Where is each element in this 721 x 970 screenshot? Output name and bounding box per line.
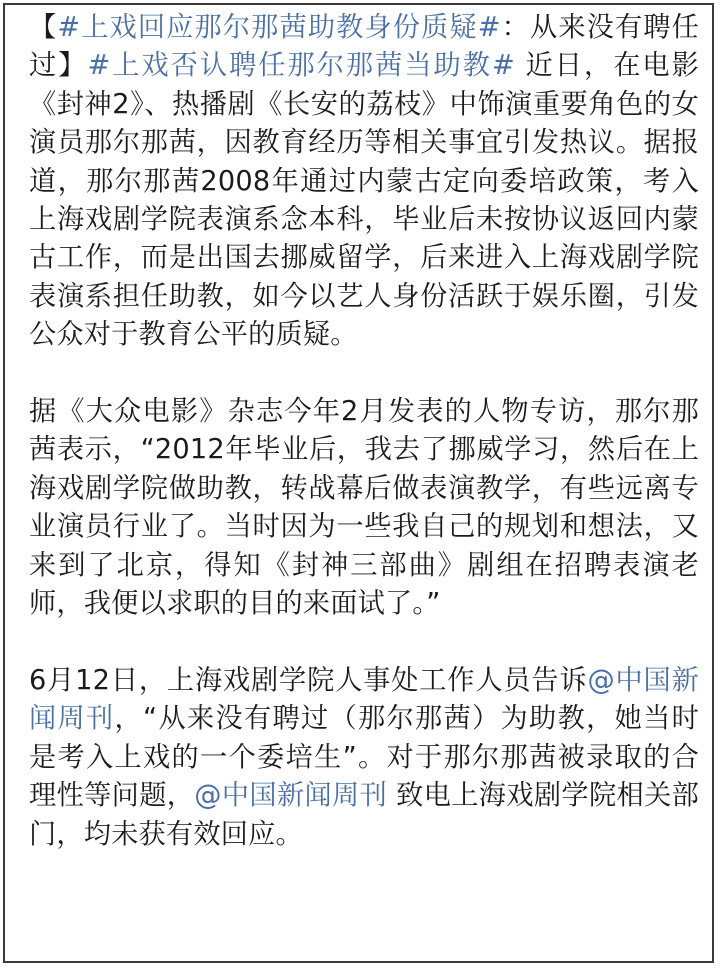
hashtag-link-1[interactable]: #上戏回应那尔那茜助教身份质疑# [57, 12, 501, 43]
mention-link-2[interactable]: @中国新闻周刊 [194, 780, 388, 812]
paragraph-1-text: 近日，在电影《封神2》、热播剧《长安的荔枝》中饰演重要角色的女演员那尔那茜，因教育经历等相关事宜引发热议。据报道，那尔那茜2008年通过内蒙古定向委培政策，考入上海戏剧学院表演系念本科，毕业后未按协议返回内蒙古工作，而是出国去挪威留学，后来进入上海戏剧学院表演系担任助教，如今以艺人身份活跃于娱乐圈，引发公众对于教育公平的质疑。 [29, 50, 700, 351]
paragraph-3-tail: 致电上海戏剧学院相关部门，均未获有效回应。 [29, 780, 700, 850]
headline-quote: ：从来没有聘任过 [29, 12, 700, 82]
paragraph-2-text: 据《大众电影》杂志今年2月发表的人物专访，那尔那茜表示，“2012年毕业后，我去了挪威学习，然后在上海戏剧学院做助教，转战幕后做表演教学，有些远离专业演员行业了。当时因为一些我自己的规划和想法，又来到了北京，得知《封神三部曲》剧组在招聘表演老师，我便以求职的目的来面试了。” [29, 396, 699, 620]
mention-link-1[interactable]: @中国新闻周刊 [29, 664, 699, 735]
article-body [29, 9, 699, 892]
paragraph-3 [29, 662, 699, 854]
paragraph-3-mid: ，“从来没有聘过（那尔那茜）为助教，她当时是考入上戏的一个委培生”。对于那尔那茜被录取的合理性等问题， [29, 703, 699, 812]
paragraph-2 [29, 393, 699, 623]
hashtag-link-2[interactable]: #上戏否认聘任那尔那茜当助教# [87, 50, 515, 82]
article-frame [3, 3, 714, 963]
bracket-open: 【 [29, 12, 58, 43]
paragraph-1 [29, 9, 699, 355]
paragraph-3-lead: 6月12日，上海戏剧学院人事处工作人员告诉 [29, 664, 588, 696]
bracket-close: 】 [58, 50, 88, 82]
